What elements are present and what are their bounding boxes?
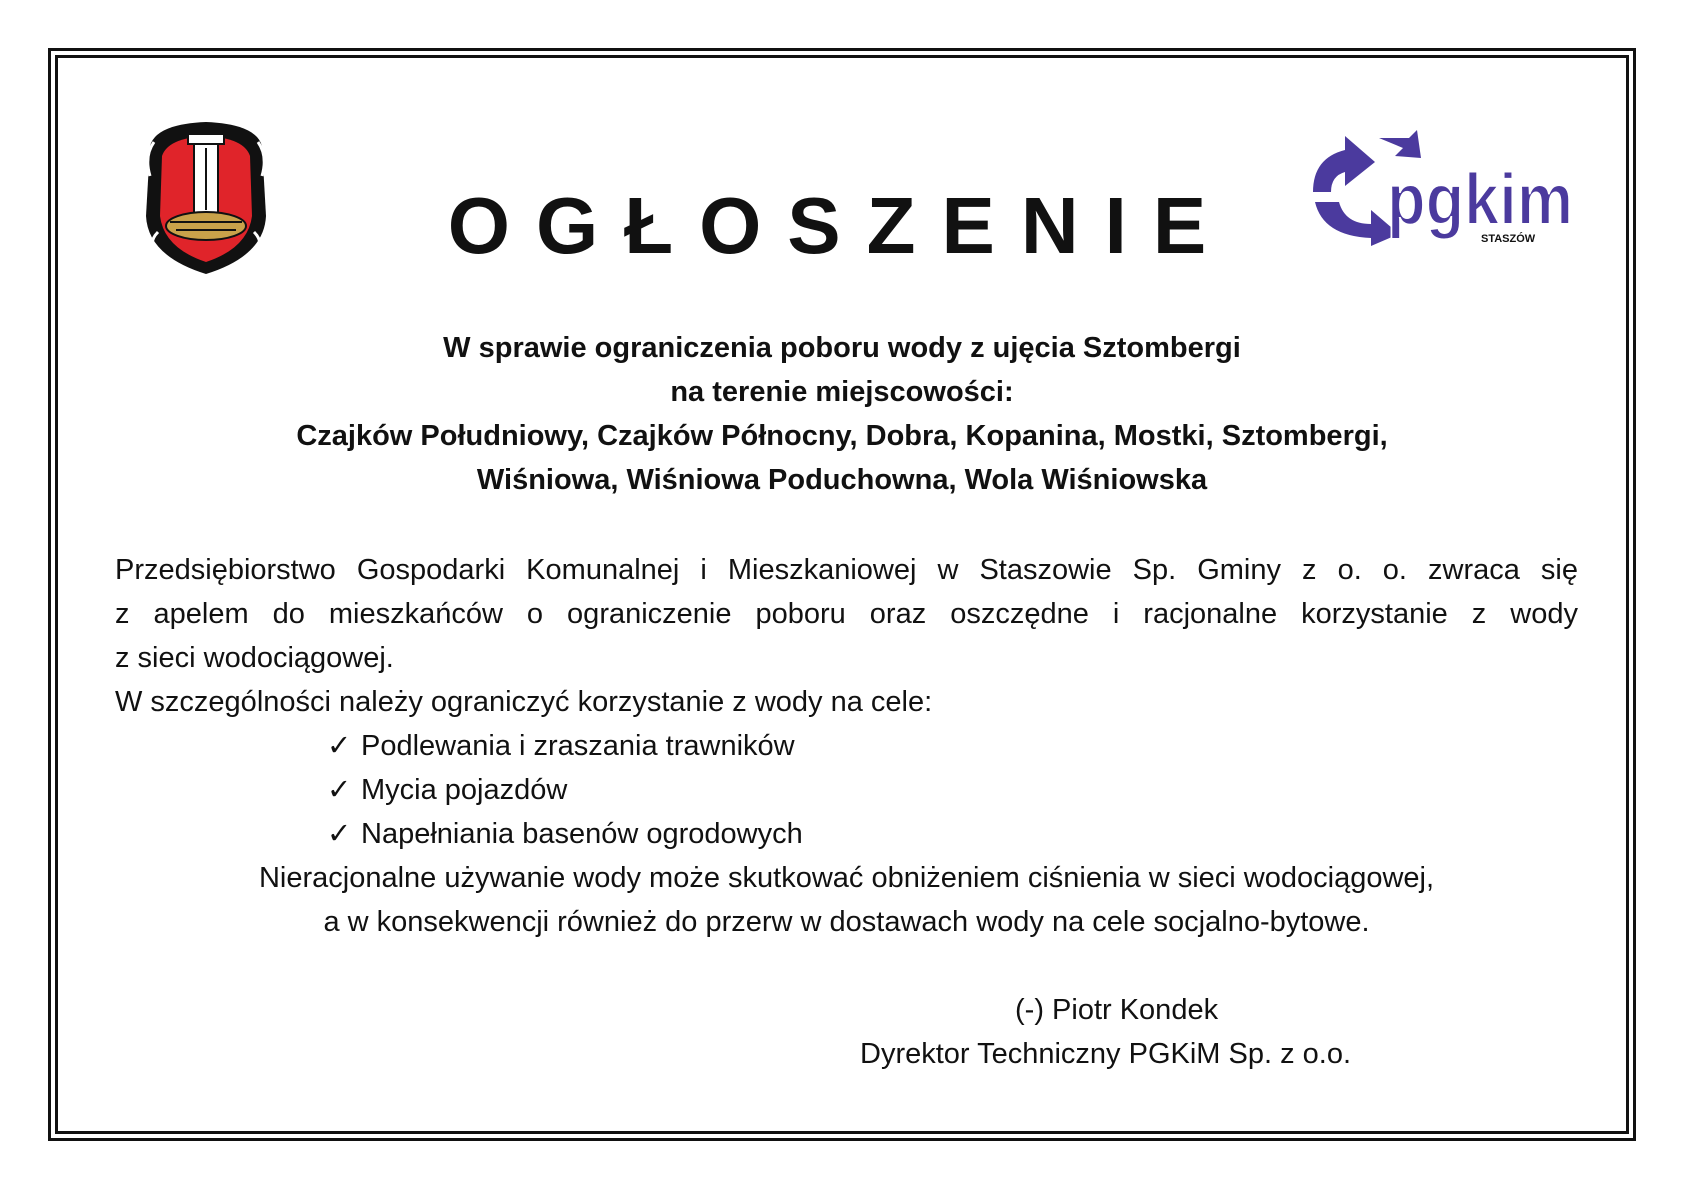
checkmark-icon: ✓ [327, 730, 352, 762]
list-item [327, 812, 1578, 856]
pgkim-logo-text: pgkim [1387, 160, 1573, 240]
subject-line: na terenie miejscowości: [670, 376, 1014, 408]
list-item-text: Mycia pojazdów [361, 774, 568, 806]
checkmark-icon: ✓ [327, 818, 352, 850]
pgkim-logo [1305, 128, 1577, 248]
subject-block [160, 326, 1524, 502]
subject-line: W sprawie ograniczenia poboru wody z ujęcia Sztombergi [443, 332, 1241, 364]
coat-of-arms-logo [136, 116, 276, 278]
restriction-list [327, 724, 1578, 856]
closing-line: a w konsekwencji również do przerw w dostawach wody na cele socjalno-bytowe. [323, 906, 1370, 938]
announcement-body [115, 548, 1578, 944]
list-item-text: Podlewania i zraszania trawników [361, 730, 795, 762]
page-title: OGŁOSZENIE [447, 181, 1233, 270]
list-item-text: Napełniania basenów ogrodowych [361, 818, 803, 850]
paragraph-line: z apelem do mieszkańców o ograniczenie poboru oraz oszczędne i racjonalne korzystanie z wody [115, 598, 1578, 630]
paragraph-line: Przedsiębiorstwo Gospodarki Komunalnej i Mieszkaniowej w Staszowie Sp. Gminy z o. o. zwraca się [115, 554, 1578, 586]
closing-line: Nieracjonalne używanie wody może skutkować obniżeniem ciśnienia w sieci wodociągowej, [258, 862, 1435, 894]
list-intro: W szczególności należy ograniczyć korzystanie z wody na cele: [115, 686, 933, 718]
paragraph-line: z sieci wodociągowej. [115, 642, 394, 674]
subject-line: Wiśniowa, Wiśniowa Poduchowna, Wola Wiśniowska [476, 464, 1208, 496]
signatory-role: Dyrektor Techniczny PGKiM Sp. z o.o. [860, 1038, 1352, 1070]
subject-line: Czajków Południowy, Czajków Północny, Dobra, Kopanina, Mostki, Sztombergi, [296, 420, 1388, 452]
list-item [327, 768, 1578, 812]
list-item [327, 724, 1578, 768]
signature-block [800, 988, 1580, 1076]
pgkim-logo-subtext: STASZÓW [1481, 233, 1536, 245]
checkmark-icon: ✓ [327, 774, 352, 806]
signatory-name: (-) Piotr Kondek [1015, 994, 1219, 1026]
